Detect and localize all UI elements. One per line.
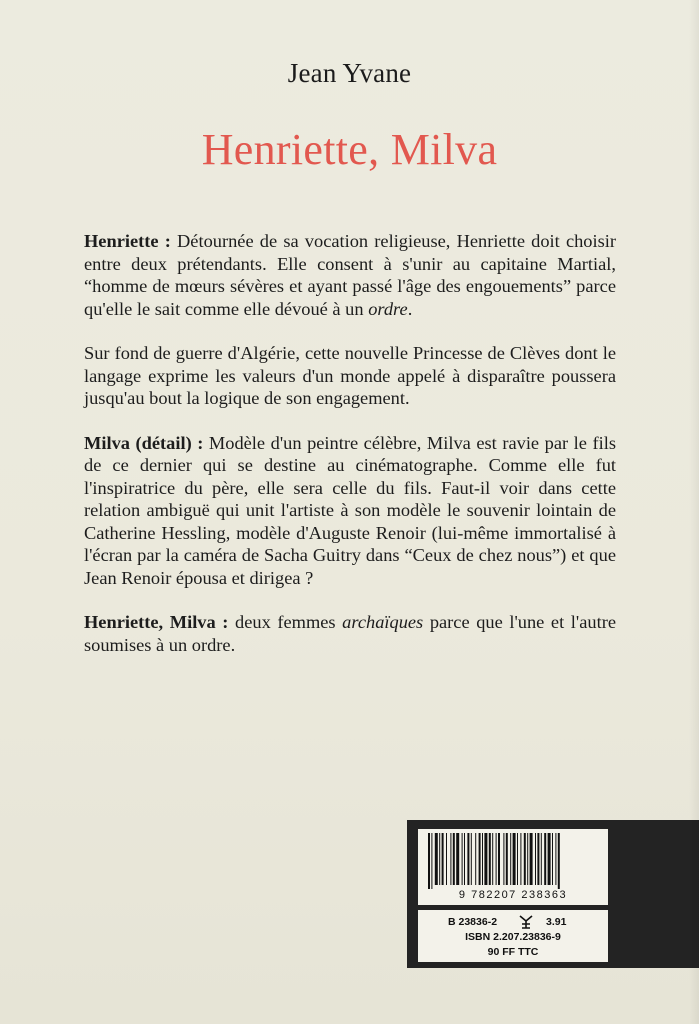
barcode-bar xyxy=(431,833,432,889)
lead-henriette: Henriette : xyxy=(84,231,171,251)
blurb-paragraph-algerie xyxy=(84,342,616,410)
price: 90 FF TTC xyxy=(487,946,539,958)
text-milva: Modèle d'un peintre célèbre, Milva est ravie par le fils de ce dernier qui se destine au cinématographe. Comme elle fut l'inspiratrice du père, elle sera celle du fils. Faut-il voir dans cette relation ambiguë qui unit l'artiste à son modèle le souvenir lointain de Catherine Hessling, modèle d'Auguste Renoir (lui-même immortalisé à l'écran par la caméra de Sacha Guitry dans “Ceux de chez nous”) et que Jean Renoir épousa et dirigea ? xyxy=(84,432,616,588)
publisher-logo-icon xyxy=(518,914,534,930)
price-info-box xyxy=(418,910,608,962)
barcode-bar xyxy=(558,833,560,889)
barcode-bar xyxy=(456,833,459,885)
blurb-paragraph-milva xyxy=(84,432,616,590)
isbn: ISBN 2.207.23836-9 xyxy=(465,931,561,943)
barcode-bars xyxy=(426,833,600,889)
barcode-bar xyxy=(498,833,500,885)
barcode-bar xyxy=(496,833,497,885)
italic-ordre: ordre xyxy=(368,298,408,319)
barcode-bar xyxy=(524,833,526,885)
barcode-bar xyxy=(555,833,556,885)
barcode-bar xyxy=(541,833,542,885)
barcode-bar xyxy=(475,833,476,885)
barcode-bar xyxy=(464,833,465,885)
text-algerie: Sur fond de guerre d'Algérie, cette nouvelle Princesse de Clèves dont le langage exprime les valeurs d'un monde appelé à disparaître poussera jusqu'au bout la logique de son engagement. xyxy=(84,343,616,408)
barcode-bar xyxy=(484,833,487,885)
barcode-bar xyxy=(492,833,493,885)
barcode-bar xyxy=(428,833,430,889)
blurb xyxy=(84,230,616,678)
barcode-bar xyxy=(446,833,447,885)
blurb-paragraph-henriette xyxy=(84,230,616,320)
barcode-bar xyxy=(503,833,504,885)
barcode-digits: 9 782207 238363 xyxy=(458,889,568,901)
barcode-bar xyxy=(537,833,539,885)
barcode-panel xyxy=(407,820,699,968)
catalog-code: B 23836-2 xyxy=(448,916,498,928)
price-code: 3.91 xyxy=(546,916,567,928)
barcode-bar xyxy=(552,833,553,885)
barcode-bar xyxy=(479,833,481,885)
barcode-bar xyxy=(482,833,483,885)
barcode-bar xyxy=(513,833,516,885)
book-title: Henriette, Milva xyxy=(201,125,498,174)
barcode xyxy=(418,829,608,905)
barcode-bar xyxy=(544,833,546,885)
lead-milva: Milva (détail) : xyxy=(84,432,204,453)
barcode-bar xyxy=(439,833,440,885)
italic-archaiques: archaïques xyxy=(342,612,424,632)
barcode-bar xyxy=(453,833,455,885)
barcode-bar xyxy=(462,833,463,885)
barcode-bar xyxy=(520,833,521,885)
tail-henriette: . xyxy=(407,298,413,319)
barcode-bar xyxy=(510,833,511,885)
author-name: Jean Yvane xyxy=(287,58,412,88)
cover-edge-shadow xyxy=(689,0,699,1024)
blurb-paragraph-summary xyxy=(84,611,616,656)
barcode-bar xyxy=(435,833,438,885)
barcode-bar xyxy=(506,833,508,885)
barcode-bar xyxy=(535,833,536,885)
text-summary: deux femmes xyxy=(228,612,343,632)
barcode-bar xyxy=(467,833,469,885)
barcode-bar xyxy=(527,833,528,885)
barcode-bar xyxy=(548,833,551,885)
lead-summary: Henriette, Milva : xyxy=(84,612,229,632)
barcode-bar xyxy=(471,833,472,885)
barcode-bar xyxy=(517,833,518,885)
barcode-bar xyxy=(489,833,491,885)
barcode-bar xyxy=(450,833,451,885)
text-henriette: Détournée de sa vocation religieuse, Henriette doit choisir entre deux prétendants. Elle consent à s'unir au capitaine Martial, “homme de mœurs sévères et ayant passé l'âge des engouements” parce qu'elle le sait comme elle dévoué à un xyxy=(84,231,616,319)
barcode-bar xyxy=(442,833,444,885)
tail-summary: parce que l'une et l'autre soumises à un ordre. xyxy=(84,612,616,655)
barcode-bar xyxy=(530,833,533,885)
